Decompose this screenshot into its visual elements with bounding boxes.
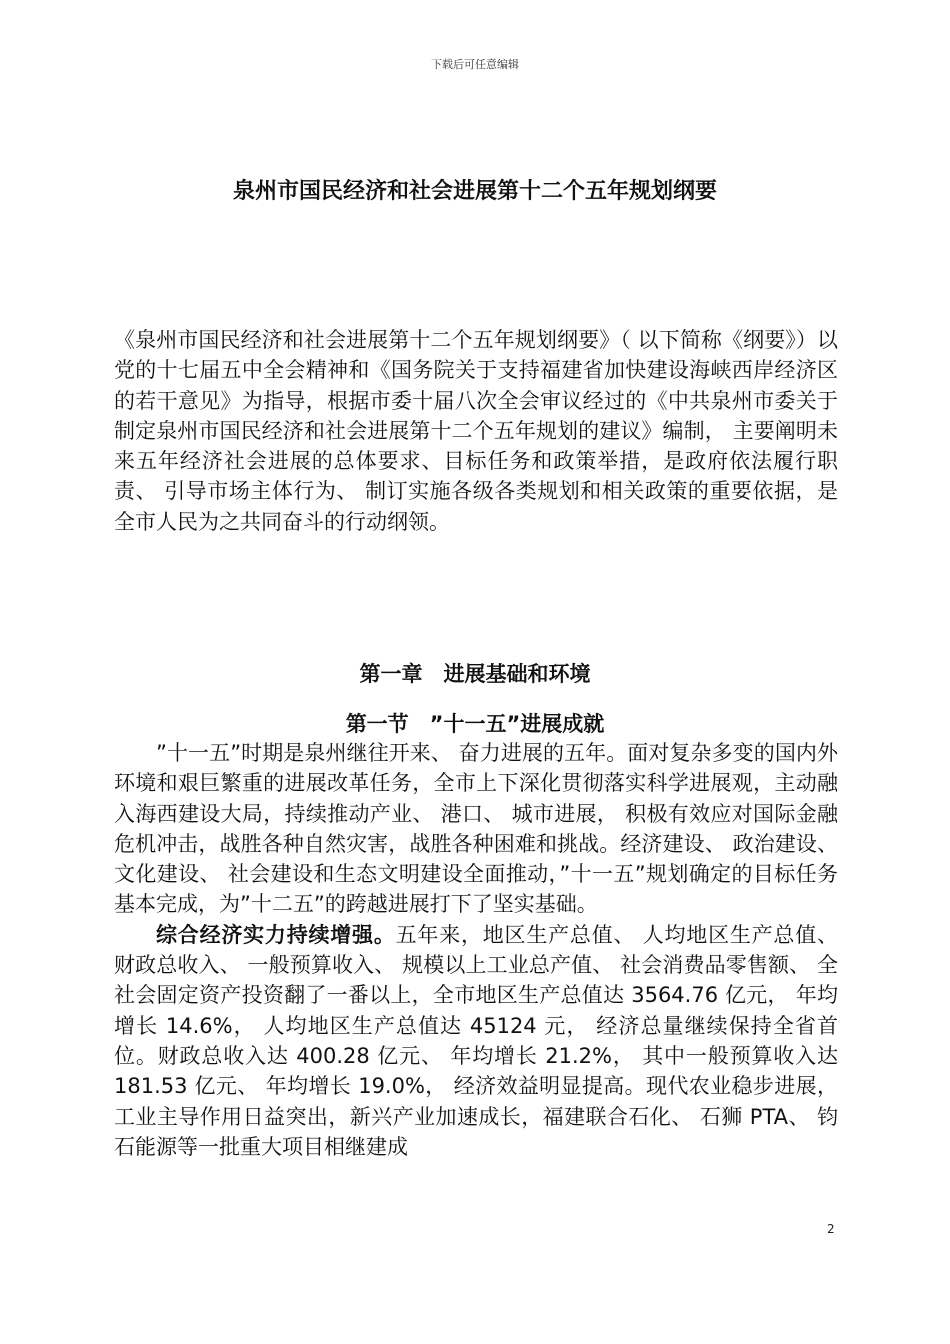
document-title: 泉州市国民经济和社会进展第十二个五年规划纲要 bbox=[232, 179, 717, 204]
paragraph-economic-strength bbox=[114, 920, 838, 1162]
page-number: 2 bbox=[827, 1222, 835, 1236]
body-text bbox=[114, 738, 838, 1162]
intro-paragraph: 《泉州市国民经济和社会进展第十二个五年规划纲要》（ 以下简称《纲要》）以党的十七届五中全会精神和《国务院关于支持福建省加快建设海峡西岸经济区的若干意见》为指导，根据市委十届八次全会审议经过的《中共泉州市委关于制定泉州市国民经济和社会进展第十二个五年规划的建议》编制， 主要阐明未来五年经济社会进展的总体要求、目标任务和政策举措，是政府依法履行职责、 引导市场主体行为、 制订实施各级各类规划和相关政策的重要依据，是全市人民为之共同奋斗的行动纲领。 bbox=[114, 328, 838, 534]
header-note: 下载后可任意编辑 bbox=[431, 58, 519, 71]
paragraph-achievements: ”十一五”时期是泉州继往开来、 奋力进展的五年。面对复杂多变的国内外环境和艰巨繁重的进展改革任务，全市上下深化贯彻落实科学进展观，主动融入海西建设大局，持续推动产业、 港口、 城市进展， 积极有效应对国际金融危机冲击，战胜各种自然灾害，战胜各种困难和挑战。经济建设、 政治建设、 文化建设、 社会建设和生态文明建设全面推动，”十一五”规划确定的目标任务基本完成，为”十二五”的跨越进展打下了坚实基础。 bbox=[114, 741, 838, 917]
paragraph-lead-heading: 综合经济实力持续增强。 bbox=[156, 922, 396, 947]
section-title: 第一节 ”十一五”进展成就 bbox=[345, 712, 605, 736]
paragraph-body: 五年来，地区生产总值、 人均地区生产总值、 财政总收入、 一般预算收入、 规模以上工业总产值、 社会消费品零售额、 全社会固定资产投资翻了一番以上，全市地区生产总值达 3564.76 亿元， 年均增长 14.6%， 人均地区生产总值达 45124 元， 经济总量继续保持全省首位。财政总收入达 400.28 亿元、 年均增长 21.2%， 其中一般预算收入达 181.53 亿元、 年均增长 19.0%， 经济效益明显提高。现代农业稳步进展，工业主导作用日益突出，新兴产业加速成长，福建联合石化、 石狮 PTA、 钧石能源等一批重大项目相继建成 bbox=[114, 922, 838, 1159]
chapter-title: 第一章 进展基础和环境 bbox=[359, 662, 591, 686]
